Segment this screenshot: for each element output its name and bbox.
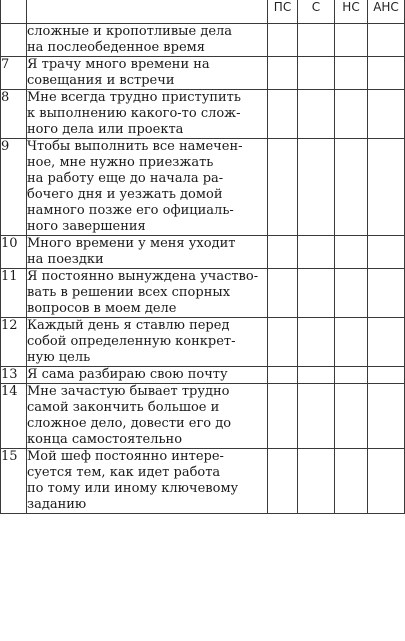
answer-cell-ps[interactable] <box>268 384 298 449</box>
row-statement: Я постоянно вынуждена участво- вать в решении всех спорных вопросов в моем деле <box>27 269 268 318</box>
row-statement: Я трачу много времени на совещания и встречи <box>27 57 268 90</box>
row-number: 13 <box>1 367 27 384</box>
answer-cell-ns[interactable] <box>335 57 368 90</box>
answer-cell-ans[interactable] <box>368 318 405 367</box>
table-row <box>1 24 405 57</box>
header-answer-ps: ПС <box>268 0 298 24</box>
table-row <box>1 449 405 514</box>
row-number: 7 <box>1 57 27 90</box>
answer-cell-s[interactable] <box>298 367 335 384</box>
answer-cell-ns[interactable] <box>335 269 368 318</box>
answer-cell-ans[interactable] <box>368 384 405 449</box>
table-row <box>1 269 405 318</box>
answer-cell-ns[interactable] <box>335 384 368 449</box>
answer-cell-ns[interactable] <box>335 24 368 57</box>
table-row <box>1 384 405 449</box>
row-number: 9 <box>1 139 27 236</box>
answer-cell-ns[interactable] <box>335 318 368 367</box>
answer-cell-ns[interactable] <box>335 90 368 139</box>
answer-cell-ps[interactable] <box>268 269 298 318</box>
answer-cell-ps[interactable] <box>268 318 298 367</box>
answer-cell-ans[interactable] <box>368 449 405 514</box>
answer-cell-s[interactable] <box>298 318 335 367</box>
row-number: 15 <box>1 449 27 514</box>
header-row <box>1 0 405 24</box>
answer-cell-ans[interactable] <box>368 90 405 139</box>
table-row <box>1 236 405 269</box>
answer-cell-s[interactable] <box>298 57 335 90</box>
answer-cell-s[interactable] <box>298 24 335 57</box>
row-statement: сложные и кропотливые дела на послеобеденное время <box>27 24 268 57</box>
answer-cell-s[interactable] <box>298 384 335 449</box>
answer-cell-ps[interactable] <box>268 449 298 514</box>
row-number: 14 <box>1 384 27 449</box>
answer-cell-ns[interactable] <box>335 367 368 384</box>
table-row <box>1 367 405 384</box>
row-statement: Мне всегда трудно приступить к выполнению какого-то слож- ного дела или проекта <box>27 90 268 139</box>
answer-cell-s[interactable] <box>298 449 335 514</box>
table-row <box>1 90 405 139</box>
header-statement <box>27 0 268 24</box>
answer-cell-ps[interactable] <box>268 367 298 384</box>
answer-cell-ps[interactable] <box>268 90 298 139</box>
table-row <box>1 139 405 236</box>
row-number: 12 <box>1 318 27 367</box>
answer-cell-ans[interactable] <box>368 269 405 318</box>
answer-cell-s[interactable] <box>298 236 335 269</box>
answer-cell-s[interactable] <box>298 139 335 236</box>
answer-cell-ns[interactable] <box>335 139 368 236</box>
table-row <box>1 318 405 367</box>
answer-cell-ans[interactable] <box>368 57 405 90</box>
answer-cell-ps[interactable] <box>268 236 298 269</box>
table-row <box>1 57 405 90</box>
answer-cell-ps[interactable] <box>268 139 298 236</box>
row-number: 8 <box>1 90 27 139</box>
answer-cell-s[interactable] <box>298 269 335 318</box>
answer-cell-ans[interactable] <box>368 139 405 236</box>
answer-cell-ans[interactable] <box>368 24 405 57</box>
row-statement: Мне зачастую бывает трудно самой закончить большое и сложное дело, довести его до конца самостоятельно <box>27 384 268 449</box>
answer-cell-ans[interactable] <box>368 367 405 384</box>
header-answer-ns: НС <box>335 0 368 24</box>
answer-cell-ns[interactable] <box>335 449 368 514</box>
row-statement: Чтобы выполнить все намечен- ное, мне нужно приезжать на работу еще до начала ра- бочего дня и уезжать домой намного позже его официаль- ного завершения <box>27 139 268 236</box>
row-statement: Каждый день я ставлю перед собой определенную конкрет- ную цель <box>27 318 268 367</box>
answer-cell-s[interactable] <box>298 90 335 139</box>
row-statement: Я сама разбираю свою почту <box>27 367 268 384</box>
row-number: 11 <box>1 269 27 318</box>
answer-cell-ans[interactable] <box>368 236 405 269</box>
header-number <box>1 0 27 24</box>
header-answer-s: С <box>298 0 335 24</box>
answer-cell-ps[interactable] <box>268 57 298 90</box>
row-statement: Мой шеф постоянно интере- суется тем, как идет работа по тому или иному ключевому заданию <box>27 449 268 514</box>
header-answer-ans: АНС <box>368 0 405 24</box>
row-statement: Много времени у меня уходит на поездки <box>27 236 268 269</box>
answer-cell-ns[interactable] <box>335 236 368 269</box>
row-number <box>1 24 27 57</box>
answer-cell-ps[interactable] <box>268 24 298 57</box>
row-number: 10 <box>1 236 27 269</box>
